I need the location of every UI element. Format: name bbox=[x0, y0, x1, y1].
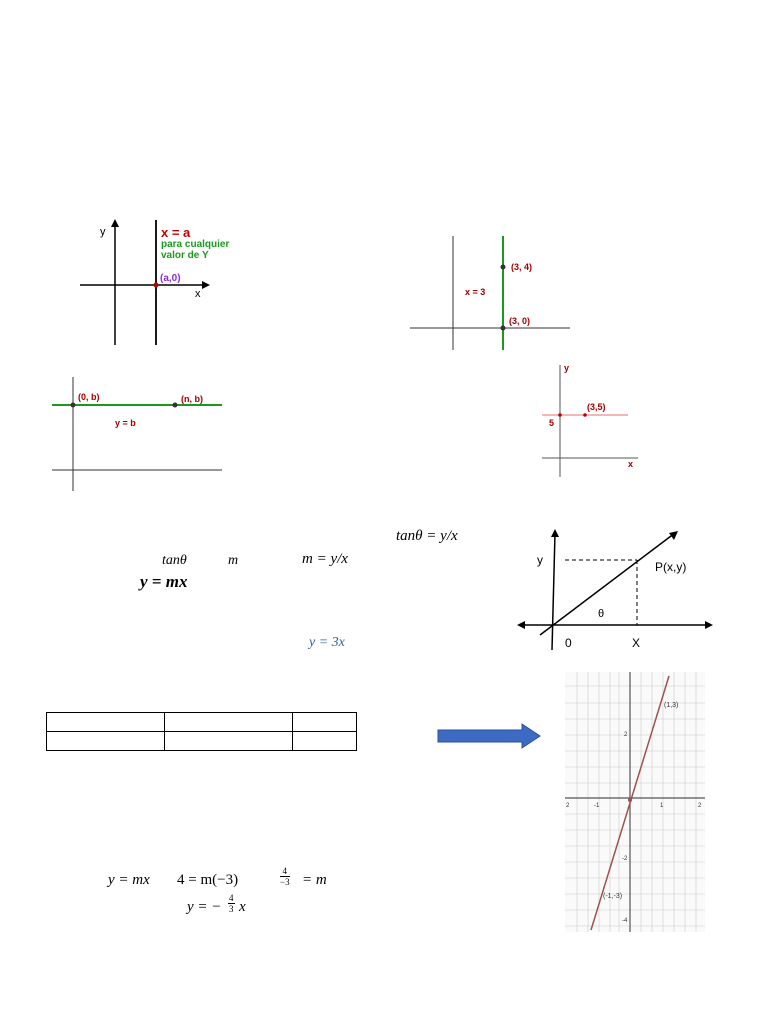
fig1-note-line2: valor de Y bbox=[161, 250, 209, 261]
table-cell bbox=[47, 713, 165, 732]
bottom-frac bbox=[280, 866, 290, 887]
bottom-eq-3: = m bbox=[302, 872, 327, 888]
bottom-frac-den: −3 bbox=[280, 877, 290, 887]
formula-m-eq: m = y/x bbox=[302, 551, 348, 567]
figure-horizontal-line-y-b bbox=[50, 375, 230, 493]
graph-tick-y2: -4 bbox=[622, 918, 628, 924]
fig4-x-label: x bbox=[628, 459, 634, 469]
formula-tan-right: tanθ = y/x bbox=[396, 528, 458, 544]
bottom-eq-4-num: 4 bbox=[229, 893, 234, 903]
fig3-p1: (0, b) bbox=[78, 392, 100, 402]
fig2-equation: x = 3 bbox=[465, 287, 486, 297]
fig4-point-label: (3,5) bbox=[587, 402, 606, 412]
graph-tick-x2: 1 bbox=[660, 803, 664, 809]
table-row bbox=[47, 713, 357, 732]
fig1-note-line1: para cualquier bbox=[161, 239, 230, 250]
figure-graph-y-3x bbox=[565, 672, 705, 932]
table-cell bbox=[47, 732, 165, 751]
formula-y-3x: y = 3x bbox=[309, 635, 345, 650]
fig5-theta-label: θ bbox=[598, 608, 605, 620]
graph-tick-x1: -1 bbox=[594, 803, 600, 809]
fig1-x-label: x bbox=[195, 288, 201, 300]
fig4-y-label: y bbox=[564, 363, 570, 373]
graph-tick-y0: 2 bbox=[624, 732, 628, 738]
fig1-y-label: y bbox=[100, 226, 106, 238]
value-table bbox=[46, 712, 357, 751]
fig1-equation: x = a bbox=[161, 225, 191, 240]
fig5-x-label: X bbox=[632, 636, 641, 650]
bottom-eq-4-right: x bbox=[239, 899, 246, 915]
graph-tick-y1: -2 bbox=[622, 856, 628, 862]
bottom-eq-4-frac bbox=[228, 893, 235, 914]
table-cell bbox=[165, 713, 293, 732]
formula-tan-left: tanθ bbox=[162, 553, 187, 568]
graph-tick-x0: 2 bbox=[566, 803, 570, 809]
fig1-point-label: (a,0) bbox=[160, 273, 181, 284]
table-row bbox=[47, 732, 357, 751]
graph-p1: (1,3) bbox=[664, 702, 679, 709]
graph-tick-x3: 2 bbox=[698, 803, 702, 809]
formula-m: m bbox=[228, 553, 239, 568]
fig5-origin-label: 0 bbox=[565, 636, 572, 650]
graph-p2: (-1,-3) bbox=[603, 893, 623, 900]
figure-slope-angle bbox=[515, 525, 715, 655]
fig5-p-label: P(x,y) bbox=[655, 560, 687, 574]
figure-point-3-5 bbox=[540, 360, 640, 480]
fig4-tick-label: 5 bbox=[549, 418, 555, 428]
table-cell bbox=[165, 732, 293, 751]
figure-vertical-line-x-a bbox=[70, 215, 250, 350]
bottom-eq-4-den: 3 bbox=[229, 904, 234, 914]
fig2-p1: (3, 4) bbox=[511, 262, 533, 272]
figure-vertical-line-x-3 bbox=[405, 232, 580, 352]
table-cell bbox=[293, 713, 357, 732]
table-cell bbox=[293, 732, 357, 751]
fig2-p2: (3, 0) bbox=[509, 316, 531, 326]
bottom-eq-2: 4 = m(−3) bbox=[177, 872, 239, 888]
formula-y-mx: y = mx bbox=[140, 572, 188, 591]
bottom-eq-1: y = mx bbox=[108, 872, 150, 888]
fig3-p2: (n, b) bbox=[181, 394, 203, 404]
bottom-frac-num: 4 bbox=[280, 866, 290, 877]
fig5-y-label: y bbox=[537, 553, 543, 567]
right-arrow-icon bbox=[436, 723, 542, 749]
bottom-eq-4-left: y = − bbox=[187, 899, 222, 915]
fig3-equation: y = b bbox=[115, 418, 136, 428]
